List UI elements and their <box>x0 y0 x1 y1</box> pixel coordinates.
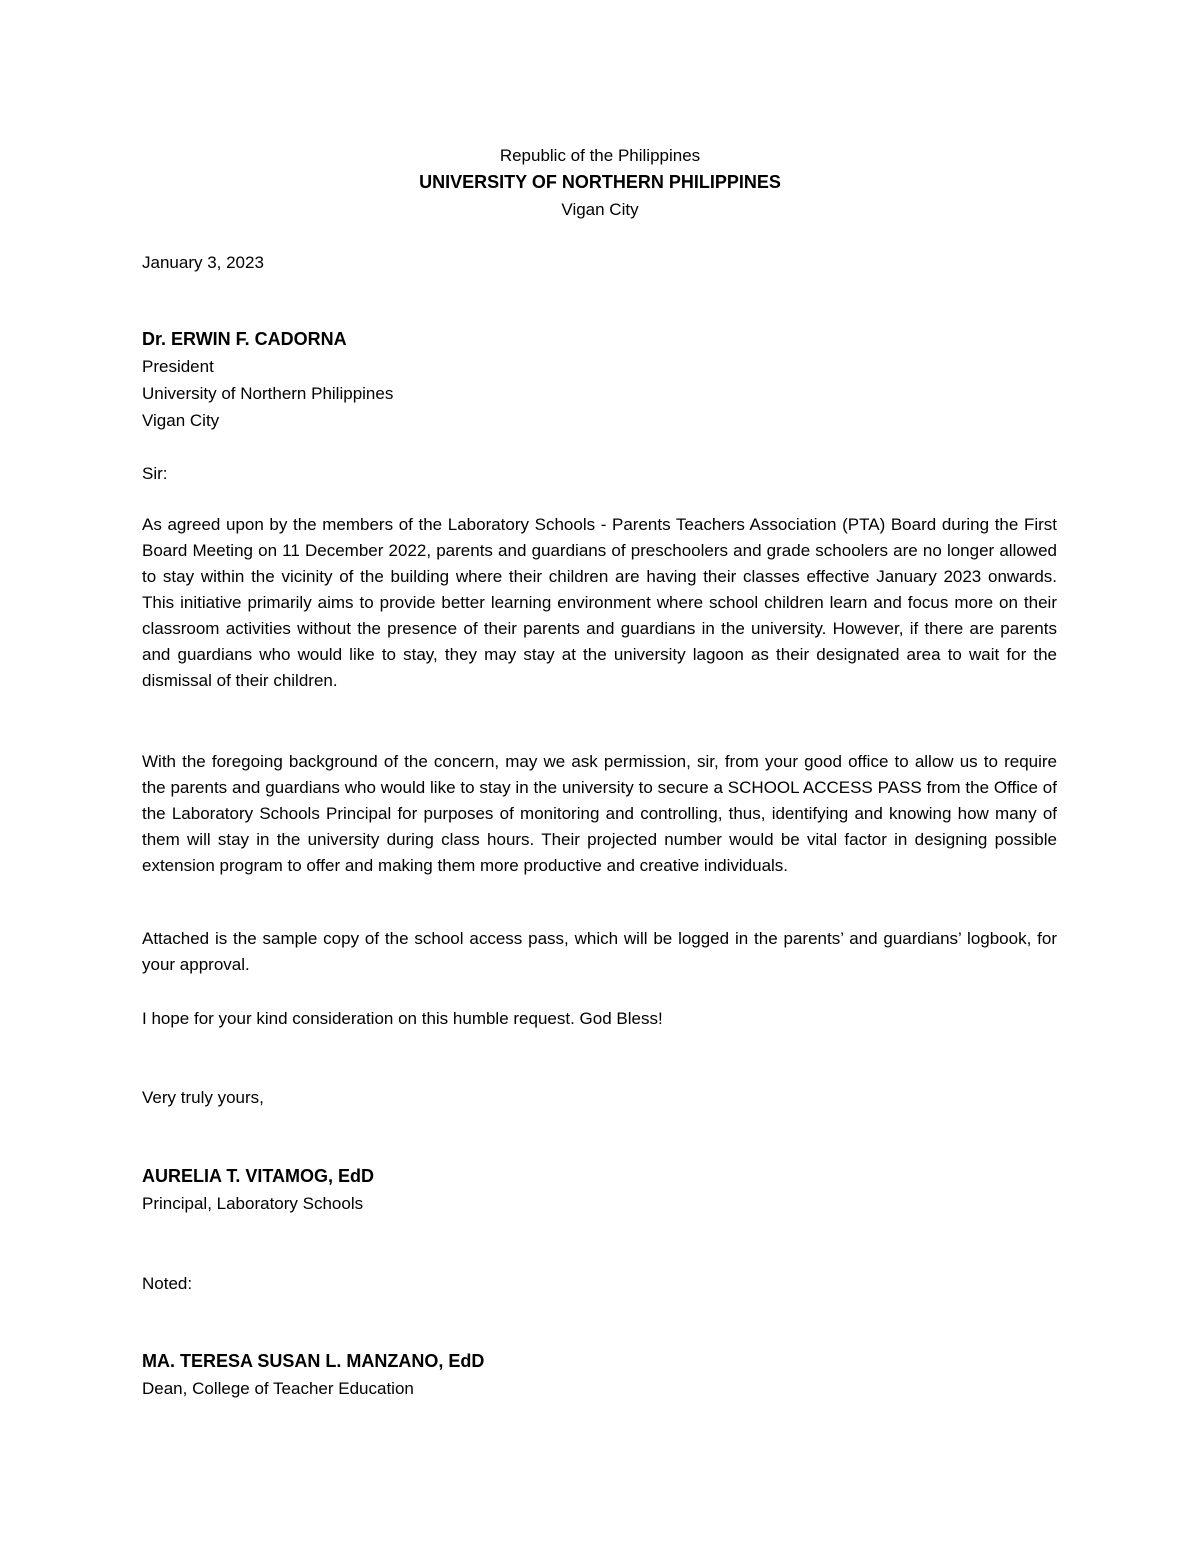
noted-text: Noted: <box>142 1274 193 1293</box>
body-paragraph-1: As agreed upon by the members of the Laboratory Schools - Parents Teachers Association (PTA) Board during the First Board Meeting on 11 December 2022, parents and guardians of preschoolers and grade schoolers are no longer allowed to stay within the vicinity of the building where their children are having their classes effective January 2023 onwards. This initiative primarily aims to provide better learning environment where school children learn and focus more on their classroom activities without the presence of their parents and guardians in the university. However, if there are parents and guardians who would like to stay, they may stay at the university lagoon as their designated area to wait for the dismissal of their children. <box>142 515 1057 690</box>
noter-name: MA. TERESA SUSAN L. MANZANO, EdD <box>142 1351 485 1371</box>
closing-text: Very truly yours, <box>142 1088 264 1107</box>
letter-date <box>142 249 1057 276</box>
closing <box>142 1084 1057 1111</box>
body-paragraph-4: I hope for your kind consideration on this humble request. God Bless! <box>142 1009 663 1028</box>
letterhead-republic: Republic of the Philippines <box>499 146 701 165</box>
recipient-title: President <box>142 357 214 376</box>
recipient-city: Vigan City <box>142 411 220 430</box>
recipient-block <box>142 326 1057 434</box>
sender-name: AURELIA T. VITAMOG, EdD <box>142 1166 374 1186</box>
sender-block <box>142 1163 1057 1217</box>
recipient-org: University of Northern Philippines <box>142 384 394 403</box>
sender-title: Principal, Laboratory Schools <box>142 1194 364 1213</box>
salutation <box>142 460 1057 487</box>
noted-label <box>142 1270 1057 1297</box>
salutation-text: Sir: <box>142 464 168 483</box>
noter-title: Dean, College of Teacher Education <box>142 1379 414 1398</box>
letterhead-city: Vigan City <box>561 200 639 219</box>
noter-block <box>142 1348 1057 1402</box>
letterhead <box>0 142 1200 223</box>
body-paragraph-2: With the foregoing background of the concern, may we ask permission, sir, from your good office to allow us to require the parents and guardians who would like to stay in the university to secure a SCHOOL ACCESS PASS from the Office of the Laboratory Schools Principal for purposes of monitoring and controlling, thus, identifying and knowing how many of them will stay in the university during class hours. Their projected number would be vital factor in designing possible extension program to offer and making them more productive and creative individuals. <box>142 752 1057 875</box>
letterhead-university: UNIVERSITY OF NORTHERN PHILIPPINES <box>419 172 781 192</box>
body-paragraph-3: Attached is the sample copy of the school access pass, which will be logged in the parents’ and guardians’ logbook, for your approval. <box>142 929 1057 974</box>
recipient-name: Dr. ERWIN F. CADORNA <box>142 329 347 349</box>
date-text: January 3, 2023 <box>142 253 264 272</box>
